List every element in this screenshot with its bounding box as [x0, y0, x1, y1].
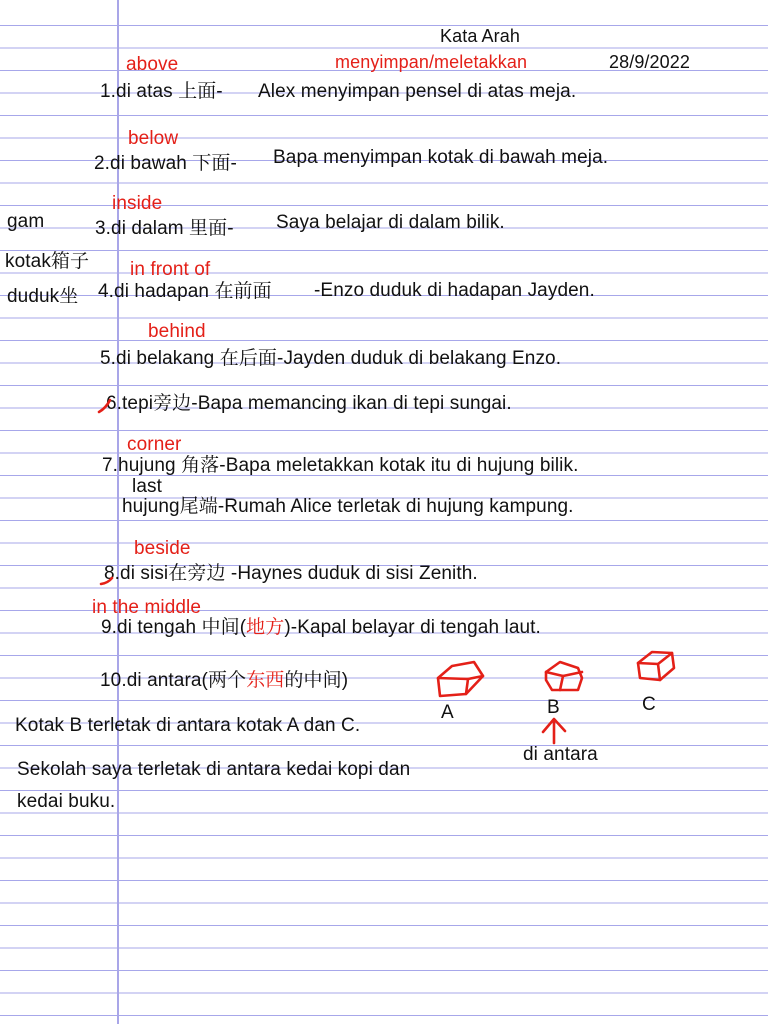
arrow-up-icon — [543, 719, 565, 743]
margin-note-duduk: duduk坐 — [7, 286, 79, 307]
entry-2-example: Bapa menyimpan kotak di bawah meja. — [273, 147, 609, 168]
entry-10 — [100, 670, 348, 692]
diagram-label-a: A — [441, 702, 454, 723]
note-behind: behind — [148, 321, 206, 342]
page-title: Kata Arah — [440, 26, 520, 46]
margin-note-kotak: kotak箱子 — [5, 251, 90, 272]
entry-4-term: 4.di hadapan 在前面 — [98, 281, 272, 302]
entry-6: 6.tepi旁边-Bapa memancing ikan di tepi sungai. — [106, 393, 512, 414]
diagram-arrow-label: di antara — [523, 744, 598, 765]
note-last: last — [132, 476, 162, 497]
entry-5: 5.di belakang 在后面-Jayden duduk di belakang Enzo. — [100, 348, 562, 369]
note-inside: inside — [112, 193, 163, 214]
page-date: 28/9/2022 — [609, 52, 690, 72]
sentence-2: Sekolah saya terletak di antara kedai kopi dan — [17, 759, 411, 780]
entry-3-example: Saya belajar di dalam bilik. — [276, 212, 505, 233]
entry-10-pre: 10.di antara(两个 — [100, 670, 247, 691]
entry-9-red: 地方 — [246, 617, 285, 638]
entry-1-term: 1.di atas 上面- — [100, 81, 223, 102]
box-c-icon — [638, 652, 674, 680]
note-corner: corner — [127, 434, 182, 455]
diagram-label-b: B — [547, 697, 560, 718]
diagram-label-c: C — [642, 694, 656, 715]
note-beside: beside — [134, 538, 191, 559]
note-in-front-of: in front of — [130, 259, 211, 280]
note-above: above — [126, 54, 179, 75]
entry-4-example: -Enzo duduk di hadapan Jayden. — [314, 280, 595, 301]
entry-9-pre: 9.di tengah 中间( — [101, 617, 247, 638]
note-in-the-middle: in the middle — [92, 597, 202, 618]
entry-8: 8.di sisi在旁边 -Haynes duduk di sisi Zenith. — [104, 563, 478, 584]
margin-note-gam: gam — [7, 211, 45, 232]
entry-2-term: 2.di bawah 下面- — [94, 153, 237, 174]
entry-7b: hujung尾端-Rumah Alice terletak di hujung kampung. — [122, 496, 574, 517]
entry-10-post: 的中间) — [284, 670, 349, 691]
verb-note: menyimpan/meletakkan — [335, 52, 528, 72]
sentence-1: Kotak B terletak di antara kotak A dan C. — [15, 715, 361, 736]
sentence-3: kedai buku. — [17, 791, 116, 812]
note-below: below — [128, 128, 179, 149]
box-a-icon — [438, 662, 483, 696]
entry-9-post: )-Kapal belayar di tengah laut. — [284, 617, 541, 638]
box-b-icon — [546, 662, 582, 690]
entry-10-red: 东西 — [246, 670, 285, 691]
entry-3-term: 3.di dalam 里面- — [95, 218, 234, 239]
entry-7: 7.hujung 角落-Bapa meletakkan kotak itu di hujung bilik. — [102, 455, 579, 476]
entry-9 — [101, 617, 541, 639]
entry-1-example: Alex menyimpan pensel di atas meja. — [258, 81, 577, 102]
